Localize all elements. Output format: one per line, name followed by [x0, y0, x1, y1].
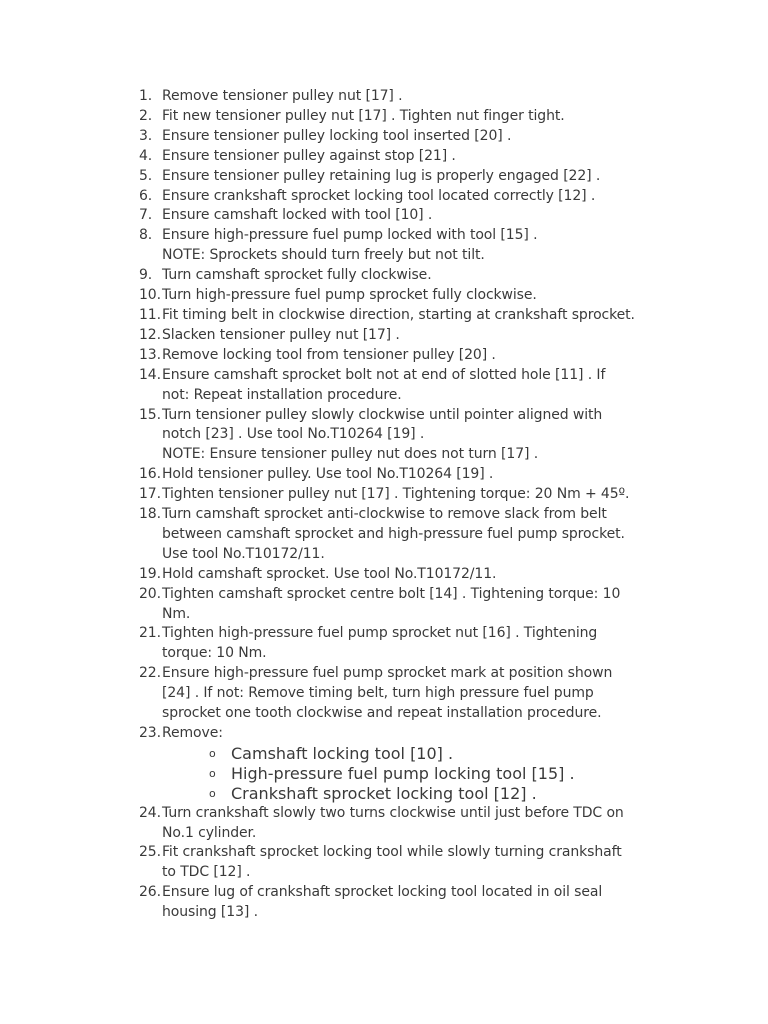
step-number: 13. [139, 346, 161, 363]
step-body [162, 664, 659, 724]
procedure-step [139, 624, 659, 664]
procedure-step [139, 406, 659, 466]
step-number: 23. [139, 725, 161, 741]
step-number: 25. [139, 844, 161, 861]
step-number: 21. [139, 625, 161, 642]
step-text: Turn camshaft sprocket anti-clockwise to remove slack from belt [162, 506, 607, 523]
step-body [162, 565, 659, 585]
step-number: 24. [139, 804, 161, 821]
step-number: 2. [139, 107, 153, 124]
step-body [162, 724, 659, 744]
step-text: Ensure crankshaft sprocket locking tool located correctly [12] . [162, 187, 596, 204]
step-body [162, 843, 659, 883]
step-text: Ensure high-pressure fuel pump locked with tool [15] . [162, 227, 538, 244]
procedure-step [139, 147, 659, 167]
step-body [162, 346, 659, 366]
procedure-step [139, 804, 659, 844]
step-number: 19. [139, 565, 161, 582]
step-body [162, 883, 659, 923]
procedure-step [139, 167, 659, 187]
step-text: Turn crankshaft slowly two turns clockwise until just before TDC on [162, 804, 624, 821]
step-text: Tighten high-pressure fuel pump sprocket nut [16] . Tightening [162, 625, 598, 642]
step-text: Remove: [162, 725, 223, 741]
step-text: Slacken tensioner pulley nut [17] . [162, 326, 400, 343]
procedure-step [139, 187, 659, 207]
step-body [162, 286, 659, 306]
step-text-continuation: torque: 10 Nm. [162, 645, 267, 662]
step-body [162, 167, 659, 187]
step-body [162, 366, 659, 406]
step-number: 18. [139, 506, 161, 523]
step-body [162, 127, 659, 147]
step-body [162, 406, 659, 466]
procedure-step [139, 127, 659, 147]
step-number: 10. [139, 287, 161, 304]
procedure-step [139, 664, 659, 724]
step-body [162, 107, 659, 127]
step-text: Ensure tensioner pulley against stop [21] . [162, 147, 456, 164]
step-number: 6. [139, 187, 153, 204]
step-number: 5. [139, 167, 153, 184]
step-text-continuation: sprocket one tooth clockwise and repeat installation procedure. [162, 705, 602, 722]
step-body [162, 585, 659, 625]
step-text-continuation: Use tool No.T10172/11. [162, 545, 325, 562]
step-body [162, 804, 659, 844]
step-text: Tighten tensioner pulley nut [17] . Tightening torque: 20 Nm + 45º. [162, 486, 630, 503]
step-number: 26. [139, 884, 161, 901]
step-number: 9. [139, 267, 153, 284]
step-body [162, 624, 659, 664]
circle-bullet-icon: o [209, 766, 216, 780]
step-text-continuation: Nm. [162, 605, 191, 622]
sub-list-item [209, 744, 659, 764]
step-number: 12. [139, 326, 161, 343]
procedure-step [139, 107, 659, 127]
step-number: 11. [139, 306, 161, 323]
step-number: 16. [139, 466, 161, 483]
step-body [162, 326, 659, 346]
step-number: 4. [139, 147, 153, 164]
step-text: Ensure camshaft sprocket bolt not at end of slotted hole [11] . If [162, 366, 606, 383]
step-text-continuation: to TDC [12] . [162, 864, 251, 881]
step-body [162, 505, 659, 565]
procedure-step [139, 843, 659, 883]
step-body [162, 87, 659, 107]
procedure-step [139, 366, 659, 406]
procedure-step [139, 585, 659, 625]
step-text-continuation: between camshaft sprocket and high-pressure fuel pump sprocket. [162, 525, 625, 542]
step-body [162, 266, 659, 286]
procedure-step [139, 883, 659, 923]
circle-bullet-icon: o [209, 786, 216, 800]
step-number: 8. [139, 227, 153, 244]
step-body [162, 226, 659, 266]
step-text: Ensure tensioner pulley retaining lug is properly engaged [22] . [162, 167, 601, 184]
step-text-continuation: NOTE: Ensure tensioner pulley nut does not turn [17] . [162, 446, 539, 463]
step-text: Fit new tensioner pulley nut [17] . Tighten nut finger tight. [162, 107, 565, 124]
step-text-continuation: not: Repeat installation procedure. [162, 386, 402, 403]
installation-procedure-document [139, 87, 659, 923]
circle-bullet-icon: o [209, 746, 216, 760]
step-text: Fit crankshaft sprocket locking tool while slowly turning crankshaft [162, 844, 622, 861]
step-number: 15. [139, 406, 161, 423]
step-text: Ensure lug of crankshaft sprocket locking tool located in oil seal [162, 884, 603, 901]
step-text-continuation: notch [23] . Use tool No.T10264 [19] . [162, 426, 425, 443]
step-number: 1. [139, 88, 153, 104]
step-text-continuation: No.1 cylinder. [162, 824, 257, 841]
procedure-step [139, 724, 659, 744]
step-text-continuation: housing [13] . [162, 904, 258, 921]
step-text: Fit timing belt in clockwise direction, starting at crankshaft sprocket. [162, 306, 635, 323]
step-number: 17. [139, 486, 161, 503]
step-text: Ensure camshaft locked with tool [10] . [162, 207, 433, 224]
step-number: 3. [139, 127, 153, 144]
procedure-step [139, 505, 659, 565]
procedure-step [139, 226, 659, 266]
step-text: Turn tensioner pulley slowly clockwise until pointer aligned with [162, 406, 603, 423]
step-text-continuation: NOTE: Sprockets should turn freely but not tilt. [162, 247, 485, 264]
procedure-step [139, 206, 659, 226]
step-number: 20. [139, 585, 161, 602]
step-text: Ensure tensioner pulley locking tool inserted [20] . [162, 127, 512, 144]
step-text: Tighten camshaft sprocket centre bolt [14] . Tightening torque: 10 [162, 585, 621, 602]
step-body [162, 465, 659, 485]
step-text: Turn camshaft sprocket fully clockwise. [162, 267, 432, 284]
procedure-step [139, 465, 659, 485]
step-text-continuation: [24] . If not: Remove timing belt, turn high pressure fuel pump [162, 685, 594, 702]
sub-item-text: Crankshaft sprocket locking tool [12] . [231, 783, 537, 803]
procedure-step [139, 485, 659, 505]
step-number: 7. [139, 207, 153, 224]
sub-list-item [209, 764, 659, 784]
step-text: Ensure high-pressure fuel pump sprocket mark at position shown [162, 665, 613, 682]
sub-list-item [209, 784, 659, 804]
step-number: 14. [139, 366, 161, 383]
procedure-step [139, 326, 659, 346]
step-text: Remove tensioner pulley nut [17] . [162, 88, 403, 104]
step-number: 22. [139, 665, 161, 682]
sub-item-text: High-pressure fuel pump locking tool [15] . [231, 763, 575, 783]
sub-item-text: Camshaft locking tool [10] . [231, 743, 454, 763]
step-text: Hold tensioner pulley. Use tool No.T10264 [19] . [162, 466, 494, 483]
step-body [162, 147, 659, 167]
step-text: Remove locking tool from tensioner pulley [20] . [162, 346, 496, 363]
procedure-steps-list [139, 87, 659, 923]
procedure-step [139, 266, 659, 286]
procedure-step [139, 286, 659, 306]
step-text: Turn high-pressure fuel pump sprocket fully clockwise. [162, 287, 537, 304]
procedure-step [139, 87, 659, 107]
step-body [162, 485, 659, 505]
procedure-step [139, 346, 659, 366]
step-body [162, 206, 659, 226]
procedure-step [139, 306, 659, 326]
step-body [162, 187, 659, 207]
step-text: Hold camshaft sprocket. Use tool No.T10172/11. [162, 565, 497, 582]
step-body [162, 306, 659, 326]
procedure-step [139, 565, 659, 585]
